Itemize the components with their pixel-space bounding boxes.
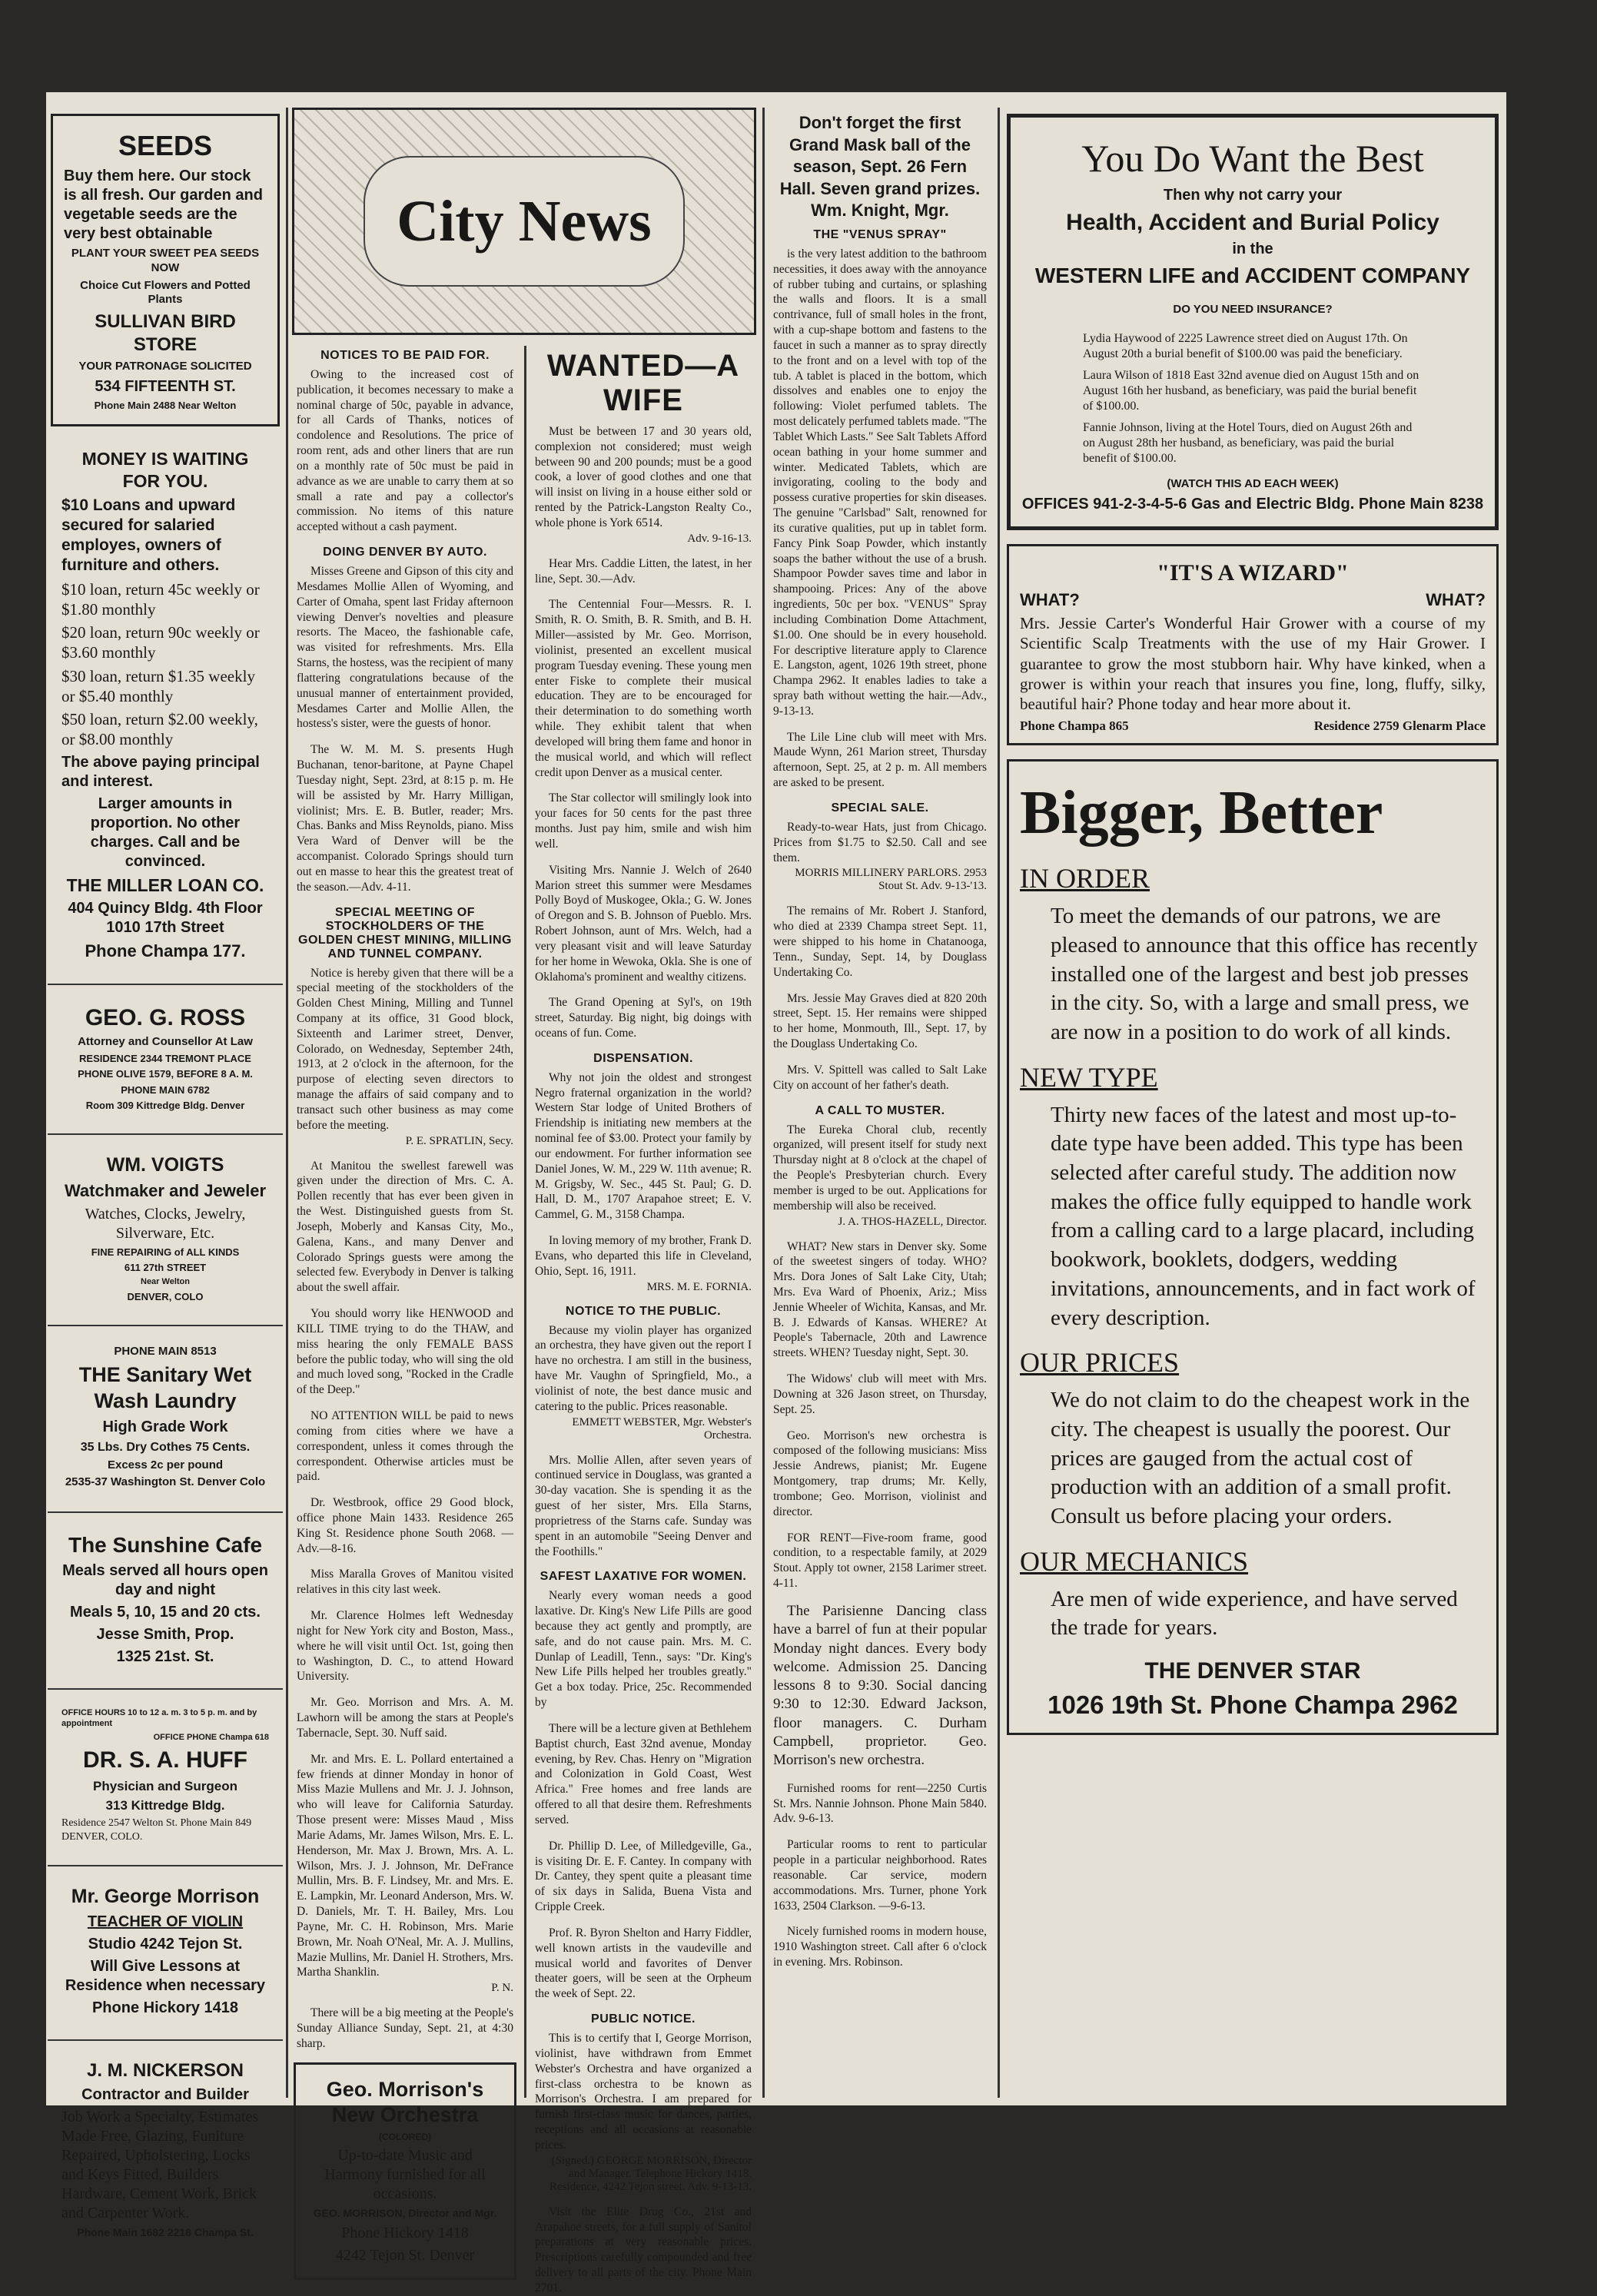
article-welch-text: Visiting Mrs. Nannie J. Welch of 2640 Marion street this summer were Mesdames Polly Boyd of Muskogee, Okla.; G. W. Jones of Oregon and S. B. Johnson of Pueblo. Mrs. Robert Johnson, aunt of Mrs. Welch, had a very pleasant visit and will leave Saturday for her home in Wewoka, Okla. She is one of Oklahoma's prominent and wealthy citizens. bbox=[535, 863, 752, 984]
nickerson-name: J. M. NICKERSON bbox=[86, 2059, 244, 2081]
article-orchestra-text: Geo. Morrison's new orchestra is composed of the following musicians: Miss Jessie Andrews, pianist; Mr. Eugene Montgomery, trap drums; Mr. Kelly, trombone; Geo. Morrison, violinist and director. bbox=[773, 1428, 987, 1518]
article-welch bbox=[535, 863, 752, 985]
column-news-3 bbox=[767, 108, 993, 2098]
orchestra-name: Geo. Morrison's New Orchestra bbox=[326, 2077, 484, 2127]
ross-name: GEO. G. ROSS bbox=[85, 1004, 246, 1030]
miller-loan-ad bbox=[51, 436, 280, 974]
article-particular bbox=[773, 1837, 987, 1913]
miller-rate-2: $20 loan, return 90c weekly or $3.60 monthly bbox=[61, 623, 260, 662]
article-graves bbox=[773, 991, 987, 1052]
wizard-text: Mrs. Jessie Carter's Wonderful Hair Grower with a course of my Scientific Scalp Treatments with the use of my Hair Grower. I guarantee to grow the most stubborn hair. Why have kinked, when a grower is within your reach that insures you fine, long, fluffy, silky, beautiful hair? Phone today and hear more about it. bbox=[1020, 614, 1486, 713]
cafe-line3: Jesse Smith, Prop. bbox=[96, 1626, 234, 1643]
article-muster-sig: J. A. THOS-HAZELL, Director. bbox=[838, 1215, 987, 1228]
article-particular-text: Particular rooms to rent to particular people in a particular neighborhood. Rates reasonable. Car service, modern accommodations. Mrs. Turner, phone York 1633, 2504 Clarkson. —9-6-13. bbox=[773, 1838, 987, 1913]
voigts-name: WM. VOIGTS bbox=[106, 1154, 224, 1176]
star-h4: OUR MECHANICS bbox=[1020, 1545, 1249, 1577]
orchestra-line4: 4242 Tejon St. Denver bbox=[335, 2246, 475, 2264]
article-orchestra bbox=[773, 1428, 987, 1520]
article-henwood bbox=[297, 1306, 513, 1398]
article-wmms bbox=[297, 742, 513, 894]
insurance-title: You Do Want the Best bbox=[1081, 137, 1424, 180]
miller-title: MONEY IS WAITING FOR YOU. bbox=[81, 449, 249, 491]
morrison-line2: Studio 4242 Tejon St. bbox=[88, 1935, 243, 1953]
article-shelton-text: Prof. R. Byron Shelton and Harry Fiddler, well known artists in the vaudeville and musical world and favorites of Denver theater goers, will be seen at the Orpheum the week of Sept. 22. bbox=[535, 1926, 752, 2001]
seeds-title: SEEDS bbox=[118, 130, 213, 161]
article-holmes-text: Mr. Clarence Holmes left Wednesday night for New York city and Boston, Mass., where he will visit until Oct. 1st, going then to Washington, D. C., to attend Howard University. bbox=[297, 1609, 513, 1684]
article-venus-text: is the very latest addition to the bathroom necessities, it does away with the annoyance of rubber tubing and curtains, or splashing the walls and floors. It is a small contrivance, full of small holes in the front, with a cup-shape bottom and fastens to the faucet in such a manner as to spray directly to the front and on a level with top of the tub. A tablet is placed in the bottom, which dissolves and enables one to enjoy the following: Violet perfumed tablets. The most delicately perfumed tablets made. "The Tablet Which Lasts." See Salt Tablets Afford ocean bathing in your home summer and winter. Medicated Tablets, which are invigorating, cooling to the body and possess curative properties for skin diseases. The genuine "Carlsbad" Salt, renowned for its curative qualities, put up in tablet form. Fancy Pink Soap Powder, which instantly soaps the bather without the use of a brush. Shampoor Powder saves time and labor in shampooing. Prices: Any of the above ingredients, 50c per box. "VENUS" Spray including Combination Dome Attachment, $1.00. One should be in every household. For descriptive literature apply to Clarence E. Langston, agent, 1026 19th street, phone Champa 2962. It enables ladies to take a spray bath without wetting the hair.—Adv., 9-13-13. bbox=[773, 247, 987, 718]
article-pollard-sig: P. N. bbox=[491, 1982, 513, 1995]
article-auto-text: Misses Greene and Gipson of this city and Mesdames Mollie Allen of Wyoming, and Carter of Omaha, spent last Friday afternoon viewing Denver's novelties and pleasure resorts. The Maceo, the fashionable cafe, was visited for refreshments. Mrs. Ella Starns, the hostess, was the recipient of many flattering congratulations because of the unusual manner of entertainment provided, Mesdames Carter and Mollie Allen, the hostess's sister, were the guests of honor. bbox=[297, 565, 513, 731]
article-dispensation-head: DISPENSATION. bbox=[593, 1051, 693, 1065]
cafe-ad bbox=[51, 1519, 280, 1679]
article-laxative bbox=[535, 1570, 752, 1710]
article-notices bbox=[297, 349, 513, 535]
newspaper-page bbox=[46, 92, 1506, 2294]
voigts-line4: 611 27th STREET bbox=[124, 1262, 207, 1273]
insurance-line3: in the bbox=[1232, 241, 1273, 257]
star-t3: We do not claim to do the cheapest work in the city. The cheapest is usually the poorest. Our prices are gauged from the actual cost of production with an addition of a small profit. Consult us before placing your orders. bbox=[1051, 1388, 1470, 1528]
cafe-line2: Meals 5, 10, 15 and 20 cts. bbox=[70, 1604, 261, 1621]
laundry-ad bbox=[51, 1332, 280, 1502]
article-elite-text: Visit the Elite Drug Co., 21st and Arapahoe streets, for a full supply of Sanitol preparations at very reasonable prices. Prescriptions carefully compounded and free delivery to all parts of the city. Phone Main 2701. bbox=[535, 2205, 752, 2294]
column-rule-3 bbox=[762, 108, 765, 2098]
morrison-violin-ad bbox=[51, 1873, 280, 2029]
miller-body: $10 Loans and upward secured for salaried employes, owners of furniture and others. bbox=[61, 496, 236, 575]
article-furnished-text: Furnished rooms for rent—2250 Curtis St. Mrs. Nannie Johnson. Phone Main 5840. Adv. 9-6-13. bbox=[773, 1781, 987, 1826]
star-title: Bigger, Better bbox=[1020, 779, 1383, 848]
morrison-name: Mr. George Morrison bbox=[71, 1886, 260, 1908]
column-news-1 bbox=[291, 108, 520, 2264]
wizard-what-left: WHAT? bbox=[1020, 590, 1080, 609]
ross-line2: RESIDENCE 2344 TREMONT PLACE bbox=[79, 1053, 251, 1064]
seeds-name: SULLIVAN BIRD STORE bbox=[95, 311, 236, 355]
article-morrison-stars-text: Mr. Geo. Morrison and Mrs. A. M. Lawhorn will be among the stars at People's Tabernacle, Sept. 30. Nuff said. bbox=[297, 1696, 513, 1740]
article-centennial-text: The Centennial Four—Messrs. R. I. Smith, R. O. Smith, B. R. Smith, and B. H. Miller—assisted by Mr. Geo. Morrison, violinist, presented an excellent musical program Tuesday evening. These young men enter Fiske to complete their musical education. They are to be encouraged for their determination to do something worth while. They exhibit talent that when developed will bring them fame and honor in the musical world, and which will reflect credit upon Denver as a musical center. bbox=[535, 598, 752, 779]
article-spittell-text: Mrs. V. Spittell was called to Salt Lake City on account of her father's death. bbox=[773, 1063, 987, 1092]
article-for-rent bbox=[773, 1531, 987, 1591]
article-lee bbox=[535, 1839, 752, 1915]
article-shelton bbox=[535, 1926, 752, 2002]
article-parisienne-text: The Parisienne Dancing class have a barrel of fun at their popular Monday night dances. Every body welcome. Admission 25. Dancing lessons 8 to 9:30. Social dancing 9:30 to 12:30. Edward Jackson, floor managers. C. Durham Campbell, proprietor. Geo. Morrison's new orchestra. bbox=[773, 1602, 987, 1769]
insurance-offices: OFFICES 941-2-3-4-5-6 Gas and Electric Bldg. Phone Main 8238 bbox=[1021, 495, 1484, 513]
article-auto-head: DOING DENVER BY AUTO. bbox=[323, 546, 487, 559]
article-no-attention bbox=[297, 1408, 513, 1485]
article-groves bbox=[297, 1567, 513, 1598]
article-golden-chest-text: Notice is hereby given that there will be a special meeting of the stockholders of the Golden Chest Mining, Milling and Tunnel Company at its office, 31 Good block, Sixteenth and Larimer street, Denver, Colorado, on Wednesday, September 24th, 1913, at 2 o'clock in the afternoon, for the purpose of electing seven directors to manage the affairs of said company and to transact such other business as may come before the meeting. bbox=[297, 966, 513, 1132]
wizard-what-right: WHAT? bbox=[1426, 590, 1486, 609]
column-rule-4 bbox=[998, 108, 1000, 2098]
column-ads-right bbox=[1004, 108, 1502, 2098]
wizard-residence: Residence 2759 Glenarm Place bbox=[1313, 718, 1486, 734]
star-t1: To meet the demands of our patrons, we are pleased to announce that this office has recently installed one of the largest and best job presses in the city. So, with a large and small press, we are now in a position to do work of all kinds. bbox=[1051, 904, 1478, 1044]
article-notice-public-text: Because my violin player has organized an orchestra, they have given out the report I have no orchestra. I am still in the business, have Mr. Vaughn of Springfield, Mo., a violinist of note, the best dance music and catering to the public. Prices reasonable. bbox=[535, 1323, 752, 1413]
voigts-line1: Watchmaker and Jeweler bbox=[64, 1181, 267, 1201]
morrison-line3: Will Give Lessons at Residence when necessary bbox=[65, 1957, 266, 1994]
morrison-line1: TEACHER OF VIOLIN bbox=[87, 1913, 244, 1930]
miller-name: THE MILLER LOAN CO. bbox=[66, 874, 264, 895]
laundry-line1: High Grade Work bbox=[102, 1418, 228, 1435]
article-litten bbox=[535, 556, 752, 587]
article-widows-text: The Widows' club will meet with Mrs. Downing at 326 Jason street, on Thursday, Sept. 25. bbox=[773, 1372, 987, 1416]
article-lecture-text: There will be a lecture given at Bethlehem Baptist church, East 32nd avenue, Monday evening, by Rev. Chas. Henry on "Migration and Colonization in Gold Coast, West Africa." Free homes and free lands are offered to all that desire them. Refreshments served. bbox=[535, 1721, 752, 1827]
article-notices-text: Owing to the increased cost of publication, it becomes necessary to make a nominal charge of 50c, payable in advance, for all Cards of Thanks, notices of condolence and Resolutions. The price of room rent, ads and other liners that are run on a monthly rate of 50c must be paid in advance as we are unable to carry them at so small a rate and pay a collector's commission. No items of this nature accepted without a cash payment. bbox=[297, 368, 513, 534]
article-memory-text: In loving memory of my brother, Frank D. Evans, who departed this life in Cleveland, Ohio, Sept. 16, 1911. bbox=[535, 1234, 752, 1278]
article-stanford-text: The remains of Mr. Robert J. Stanford, who died at 2339 Champa street Sept. 11, were shipped to his home in Chatanooga, Tenn., Sunday, Sept. 14, by Douglass Undertaking Co. bbox=[773, 904, 987, 979]
miller-phone: Phone Champa 177. bbox=[85, 941, 246, 961]
article-furnished bbox=[773, 1781, 987, 1827]
article-spittell bbox=[773, 1063, 987, 1093]
article-wanted bbox=[535, 424, 752, 546]
article-graves-text: Mrs. Jessie May Graves died at 820 20th street, Sept. 15. Her remains were shipped to her home, Monmouth, Ill., Sept. 17, by the Douglass Undertaking Co. bbox=[773, 991, 987, 1051]
article-holmes bbox=[297, 1608, 513, 1684]
nickerson-line1: Contractor and Builder bbox=[81, 2085, 249, 2103]
article-westbrook bbox=[297, 1495, 513, 1556]
article-muster-text: The Eureka Choral club, recently organized, will present itself for study next Thursday night at 8 o'clock at the chapel of the People's Presbyterian church. Every member is urged to be out. Applications for membership will also be received. bbox=[773, 1123, 987, 1213]
article-sale-text: Ready-to-wear Hats, just from Chicago. Prices from $1.75 to $2.50. Call and see them. bbox=[773, 820, 987, 864]
article-syls bbox=[535, 995, 752, 1040]
article-lecture bbox=[535, 1721, 752, 1828]
article-nicely-text: Nicely furnished rooms in modern house, 1910 Washington street. Call after 6 o'clock in evening. Mrs. Robinson. bbox=[773, 1925, 987, 1969]
article-wanted-sig: Adv. 9-16-13. bbox=[687, 532, 752, 545]
cafe-line4: 1325 21st. St. bbox=[116, 1648, 214, 1665]
laundry-phone: PHONE MAIN 8513 bbox=[114, 1345, 217, 1359]
article-collector bbox=[535, 791, 752, 851]
huff-line2: 313 Kittredge Bldg. bbox=[105, 1798, 225, 1813]
morrison-line4: Phone Hickory 1418 bbox=[91, 1999, 239, 2016]
article-elite bbox=[535, 2205, 752, 2296]
article-notices-head: NOTICES TO BE PAID FOR. bbox=[320, 349, 490, 362]
article-notice-public bbox=[535, 1305, 752, 1442]
ross-line3: PHONE OLIVE 1579, BEFORE 8 A. M. bbox=[78, 1068, 253, 1080]
column-ads-left bbox=[48, 108, 283, 2238]
article-stars-text: WHAT? New stars in Denver sky. Some of the sweetest singers of today. WHO? Mrs. Dora Jones of Salt Lake City, Utah; Mrs. Eva Ward of Phoenix, Ariz.; Miss Jennie Wheeler of Wichita, Kansas, and Mr. B. J. Edwards of Kansas. WHERE? At People's Tabernacle, 20th and Lawrence streets. WHEN? Tuesday night, Sept. 30. bbox=[773, 1239, 987, 1360]
masthead-title: City News bbox=[397, 188, 652, 254]
article-memory-sig: MRS. M. E. FORNIA. bbox=[646, 1280, 752, 1293]
article-manitou-text: At Manitou the swellest farewell was given under the direction of Mrs. C. A. Pollen recently that has ever been given in the West. Distinguished guests from St. Joseph, Moberly and Kansas City, Mo., Galena, Kans., and many Denver and Colorado Springs guests were among the selected few. Everybody in Denver is talking about the swell affair. bbox=[297, 1159, 513, 1295]
seeds-address: 534 FIFTEENTH ST. bbox=[95, 377, 236, 395]
voigts-ad bbox=[51, 1141, 280, 1316]
wizard-phone: Phone Champa 865 bbox=[1020, 718, 1129, 734]
orchestra-line1: Up-to-date Music and Harmony furnished for all occasions. bbox=[324, 2147, 486, 2203]
insurance-c3: Fannie Johnson, living at the Hotel Tours, died on August 26th and on August 28th her husband, as beneficiary, was paid the burial benefit of $100.00. bbox=[1083, 420, 1413, 465]
huff-line3: Residence 2547 Welton St. Phone Main 849 DENVER, COLO. bbox=[61, 1817, 252, 1843]
mask-ball-announcement: Don't forget the first Grand Mask ball of the season, Sept. 26 Fern Hall. Seven grand prizes. Wm. Knight, Mgr. bbox=[779, 113, 981, 221]
orchestra-line2: GEO. MORRISON, Director and Mgr. bbox=[313, 2207, 497, 2220]
article-laxative-text: Nearly every woman needs a good laxative. Dr. King's New Life Pills are good because they act gently and promptly, are safe, and do not cause pain. Mrs. M. C. Dunlap of Leadill, Tenn., says: "Dr. King's New Life Pills helped her troubles greatly." Get a box today. Price, 25c. Recommended by bbox=[535, 1589, 752, 1710]
article-lile-text: The Lile Line club will meet with Mrs. Maude Wynn, 261 Marion street, Thursday afternoon, Sept. 25, at 2 p. m. All members are asked to be present. bbox=[773, 730, 987, 790]
wanted-wife-head: WANTED—A WIFE bbox=[546, 349, 740, 417]
article-stanford bbox=[773, 904, 987, 980]
miller-body2: The above paying principal and interest. bbox=[61, 753, 260, 790]
miller-body3: Larger amounts in proportion. No other charges. Call and be convinced. bbox=[90, 795, 241, 870]
article-for-rent-text: FOR RENT—Five-room frame, good condition, to a respectable family, at 2029 Stout. Apply tot owner, 2158 Larimer street. 4-11. bbox=[773, 1531, 987, 1591]
article-public-notice-text: This is to certify that I, George Morrison, violinist, have withdrawn from Emmet Webster's Orchestra and have organized a first-class orchestra to be known as Morrison's Orchestra. I am prepared for furnish first-class music for dances, parties, receptions and all occasions at reasonable prices. bbox=[535, 2032, 752, 2152]
article-lile bbox=[773, 730, 987, 791]
insurance-company: WESTERN LIFE and ACCIDENT COMPANY bbox=[1034, 264, 1471, 287]
huff-phone: OFFICE PHONE Champa 618 bbox=[153, 1732, 269, 1742]
denver-star-ad bbox=[1007, 759, 1499, 1735]
insurance-watch: (WATCH THIS AD EACH WEEK) bbox=[1167, 476, 1339, 490]
insurance-c2: Laura Wilson of 1818 East 32nd avenue died on August 15th and on August 16th her husband, as beneficiary, was paid the burial benefit of $100.00. bbox=[1083, 368, 1419, 413]
star-address: 1026 19th St. Phone Champa 2962 bbox=[1048, 1690, 1458, 1719]
voigts-line5: Near Welton bbox=[141, 1277, 190, 1287]
article-lee-text: Dr. Phillip D. Lee, of Milledgeville, Ga., is visiting Dr. E. F. Cantey. In company with Dr. Cantey, they spent quite a pleasant time of six days in Salida, Buena Vista and Cripple Creek. bbox=[535, 1839, 752, 1914]
article-sale bbox=[773, 801, 987, 893]
city-news-masthead bbox=[292, 108, 756, 335]
article-syls-text: The Grand Opening at Syl's, on 19th street, Saturday. Big night, big doings with oceans of fun. Come. bbox=[535, 996, 752, 1040]
insurance-ad bbox=[1007, 114, 1499, 530]
article-dispensation-text: Why not join the oldest and strongest Negro fraternal organization in the world? Western Star lodge of United Brothers of Friendship is initiating new members at the nominal fee of $3.00. Protect your family by our endowment. For further information see Daniel Jones, W. M., 229 W. 11th avenue; R. M. Grigsby, W. Sec., 445 St. Paul; G. D. Hall, D. M., 1707 Arapahoe street; E. V. Cammel, G. M., 3158 Champa. bbox=[535, 1070, 752, 1222]
article-muster-head: A CALL TO MUSTER. bbox=[815, 1103, 945, 1117]
article-notice-public-sig: EMMETT WEBSTER, Mgr. Webster's Orchestra. bbox=[572, 1415, 752, 1442]
huff-name: DR. S. A. HUFF bbox=[83, 1747, 247, 1773]
laundry-line3: Excess 2c per pound bbox=[107, 1458, 224, 1471]
wizard-title: "IT'S A WIZARD" bbox=[1157, 559, 1349, 586]
article-pollard bbox=[297, 1752, 513, 1995]
article-allen-text: Mrs. Mollie Allen, after seven years of continued service in Douglass, was granted a 30-day vacation. She is spending it as the guest of her sister, Mrs. Ella Starns, proprietress of the Starns cafe. Sunday was spent in an automobile "Seeing Denver and the Foothills." bbox=[535, 1453, 752, 1558]
cafe-name: The Sunshine Cafe bbox=[68, 1533, 263, 1557]
article-public-notice-head: PUBLIC NOTICE. bbox=[591, 2012, 696, 2026]
star-h1: IN ORDER bbox=[1020, 863, 1150, 894]
star-name: THE DENVER STAR bbox=[1144, 1658, 1361, 1684]
article-golden-chest bbox=[297, 906, 513, 1148]
article-centennial bbox=[535, 597, 752, 780]
laundry-name: THE Sanitary Wet Wash Laundry bbox=[78, 1363, 252, 1412]
article-westbrook-text: Dr. Westbrook, office 29 Good block, office phone Main 1433. Residence 265 King St. Residence phone South 2068. —Adv.—8-16. bbox=[297, 1496, 513, 1555]
seeds-phone: Phone Main 2488 Near Welton bbox=[94, 399, 237, 411]
voigts-line3: FINE REPAIRING of ALL KINDS bbox=[91, 1246, 240, 1258]
insurance-q: DO YOU NEED INSURANCE? bbox=[1173, 303, 1333, 316]
miller-address: 404 Quincy Bldg. 4th Floor 1010 17th Street bbox=[68, 900, 263, 937]
article-litten-text: Hear Mrs. Caddie Litten, the latest, in her line, Sept. 30.—Adv. bbox=[535, 556, 752, 586]
article-sale-sig: MORRIS MILLINERY PARLORS. 2953 Stout St. Adv. 9-13-'13. bbox=[795, 867, 987, 893]
orchestra-sub: (COLORED) bbox=[379, 2132, 431, 2143]
article-groves-text: Miss Maralla Groves of Manitou visited relatives in this city last week. bbox=[297, 1568, 513, 1597]
star-h3: OUR PRICES bbox=[1020, 1347, 1180, 1379]
article-allen bbox=[535, 1453, 752, 1560]
ross-ad bbox=[51, 991, 280, 1124]
article-notice-public-head: NOTICE TO THE PUBLIC. bbox=[565, 1304, 722, 1318]
nickerson-body: Job Work a Specialty, Estimates Made Free, Glazing, Funiture Repaired, Upholstering, Locks and Keys Fitted, Builders Hardware, Cement Work, Brick and Carpenter Work. bbox=[61, 2108, 259, 2221]
insurance-c1: Lydia Haywood of 2225 Lawrence street died on August 17th. On August 20th a burial benefit of $100.00 was paid the beneficiary. bbox=[1083, 331, 1408, 360]
article-public-notice bbox=[535, 2012, 752, 2194]
article-parisienne bbox=[773, 1602, 987, 1770]
article-alliance bbox=[297, 2006, 513, 2051]
article-muster bbox=[773, 1104, 987, 1229]
orchestra-line3: Phone Hickory 1418 bbox=[341, 2224, 469, 2241]
article-stars bbox=[773, 1239, 987, 1362]
star-t4: Are men of wide experience, and have served the trade for years. bbox=[1051, 1586, 1458, 1641]
insurance-line2: Health, Accident and Burial Policy bbox=[1066, 209, 1439, 235]
article-laxative-head: SAFEST LAXATIVE FOR WOMEN. bbox=[540, 1570, 747, 1584]
seeds-line2: Choice Cut Flowers and Potted Plants bbox=[80, 278, 251, 307]
seeds-body: Buy them here. Our stock is all fresh. Our garden and vegetable seeds are the very best obtainable bbox=[64, 168, 263, 242]
column-rule-2 bbox=[524, 346, 526, 2098]
miller-rate-4: $50 loan, return $2.00 weekly, or $8.00 monthly bbox=[61, 710, 258, 749]
huff-hours: OFFICE HOURS 10 to 12 a. m. 3 to 5 p. m. and by appointment bbox=[61, 1708, 257, 1728]
laundry-line4: 2535-37 Washington St. Denver Colo bbox=[65, 1475, 266, 1489]
cafe-line1: Meals served all hours open day and night bbox=[62, 1562, 268, 1598]
seeds-line1: PLANT YOUR SWEET PEA SEEDS NOW bbox=[71, 247, 260, 274]
insurance-line1: Then why not carry your bbox=[1163, 186, 1343, 204]
voigts-line2: Watches, Clocks, Jewelry, Silverware, Etc. bbox=[85, 1205, 246, 1242]
wizard-ad bbox=[1007, 544, 1499, 746]
nickerson-ad bbox=[51, 2047, 280, 2252]
article-wanted-text: Must be between 17 and 30 years old, complexion not considered; must weigh between 90 and 200 pounds; must be a good cook, a lover of good clothes and one that will insist on living in a house either sold or rented by the Patrick-Langston Realty Co., whole phone is York 6514. bbox=[535, 425, 752, 529]
article-golden-chest-sig: P. E. SPRATLIN, Secy. bbox=[405, 1134, 513, 1147]
article-wmms-text: The W. M. M. S. presents Hugh Buchanan, tenor-baritone, at Payne Chapel Tuesday night, Sept. 23rd, at 8:15 p. m. He will be assisted by Mr. Harry Milligan, violinist; Mrs. E. B. Butler, reader; Mrs. Chas. Banks and Miss Reynolds, piano. Miss Vera Ward of Denver will be the accompanist. Colorado Springs should turn out en masse to hear this the greatest treat of the season.—Adv. 4-11. bbox=[297, 743, 513, 894]
ross-line1: Attorney and Counsellor At Law bbox=[78, 1035, 253, 1049]
laundry-line2: 35 Lbs. Dry Cothes 75 Cents. bbox=[80, 1440, 251, 1454]
article-morrison-stars bbox=[297, 1695, 513, 1740]
article-venus bbox=[773, 228, 987, 719]
article-widows bbox=[773, 1372, 987, 1417]
article-no-attention-text: NO ATTENTION WILL be paid to news coming from cities where we have a correspondent, unless it comes through the correspondent. Otherwise articles must be paid. bbox=[297, 1409, 513, 1484]
article-pollard-text: Mr. and Mrs. E. L. Pollard entertained a few friends at dinner Monday in honor of Miss Mazie Mullens and Mr. J. J. Johnson, who will leave for California Saturday. Those present were: Misses Maud , Miss Marie Adams, Mr. James Wilson, Mrs. E. L. Henderson, Mr. Max J. Brown, Mrs. A. L. Wilson, Mrs. J. J. Johnson, Mr. DeFrance Mullin, Mrs. B. F. Lindsey, Mr. and Mrs. E. E. Lampkin, Mr. Leonard Anderson, Mrs. W. D. Daniels, Mr. T. H. Bailey, Mrs. Lou Payne, Mr. C. H. Robinson, Mrs. Marie Brown, Mr. Noah O'Neal, Mr. A. J. Mullins, Mazie Mullins, Mr. Daniel H. Strothers, Mrs. Martha Shanklin. bbox=[297, 1752, 513, 1979]
miller-rate-1: $10 loan, return 45c weekly or $1.80 monthly bbox=[61, 579, 260, 619]
masthead-plate bbox=[364, 156, 685, 287]
article-collector-text: The Star collector will smilingly look into your faces for 50 cents for the past three months. Just pay him, smile and wish him well. bbox=[535, 791, 752, 851]
article-memory bbox=[535, 1233, 752, 1293]
seeds-line3: YOUR PATRONAGE SOLICITED bbox=[78, 360, 252, 373]
article-sale-head: SPECIAL SALE. bbox=[831, 801, 929, 815]
orchestra-ad bbox=[294, 2062, 516, 2280]
voigts-line6: DENVER, COLO bbox=[127, 1291, 204, 1302]
miller-rate-3: $30 loan, return $1.35 weekly or $5.40 monthly bbox=[61, 666, 255, 705]
ross-line5: Room 309 Kittredge Bldg. Denver bbox=[85, 1099, 245, 1111]
article-dispensation bbox=[535, 1052, 752, 1223]
nickerson-phone: Phone Main 1682 2218 Champa St. bbox=[77, 2225, 254, 2238]
column-rule-1 bbox=[286, 108, 288, 2098]
article-alliance-text: There will be a big meeting at the People's Sunday Alliance Sunday, Sept. 21, at 4:30 sharp. bbox=[297, 2006, 513, 2050]
article-public-notice-sig: (Signed.) GEORGE MORRISON, Director and Manager. Telephone Hickory 1418. Residence, 4242 Tejon street. Adv. 9-13-13. bbox=[549, 2154, 752, 2193]
article-venus-head: THE "VENUS SPRAY" bbox=[813, 227, 947, 241]
huff-ad bbox=[51, 1696, 280, 1856]
article-manitou bbox=[297, 1159, 513, 1296]
star-t2: Thirty new faces of the latest and most up-to-date type have been added. This type has been selected after careful study. The addition now makes the office fully equipped to handle work from a calling card to a large placard, including bookwork, booklets, dodgers, wedding invitations, announcements, and in fact work of every description. bbox=[1051, 1102, 1476, 1330]
huff-line1: Physician and Surgeon bbox=[93, 1778, 237, 1793]
article-henwood-text: You should worry like HENWOOD and KILL TIME trying to do the THAW, and miss hearing the only FEMALE BASS before the public today, who will sing the old and much loved song, "Rocked in the Cradle of the Deep." bbox=[297, 1307, 513, 1397]
article-auto bbox=[297, 546, 513, 732]
article-nicely bbox=[773, 1924, 987, 1969]
star-h2: NEW TYPE bbox=[1020, 1061, 1158, 1093]
article-golden-chest-head: SPECIAL MEETING OF STOCKHOLDERS OF THE GOLDEN CHEST MINING, MILLING AND TUNNEL COMPANY. bbox=[298, 905, 512, 961]
ross-line4: PHONE MAIN 6782 bbox=[121, 1083, 210, 1096]
column-news-2 bbox=[529, 108, 758, 2294]
seeds-ad bbox=[51, 114, 280, 426]
